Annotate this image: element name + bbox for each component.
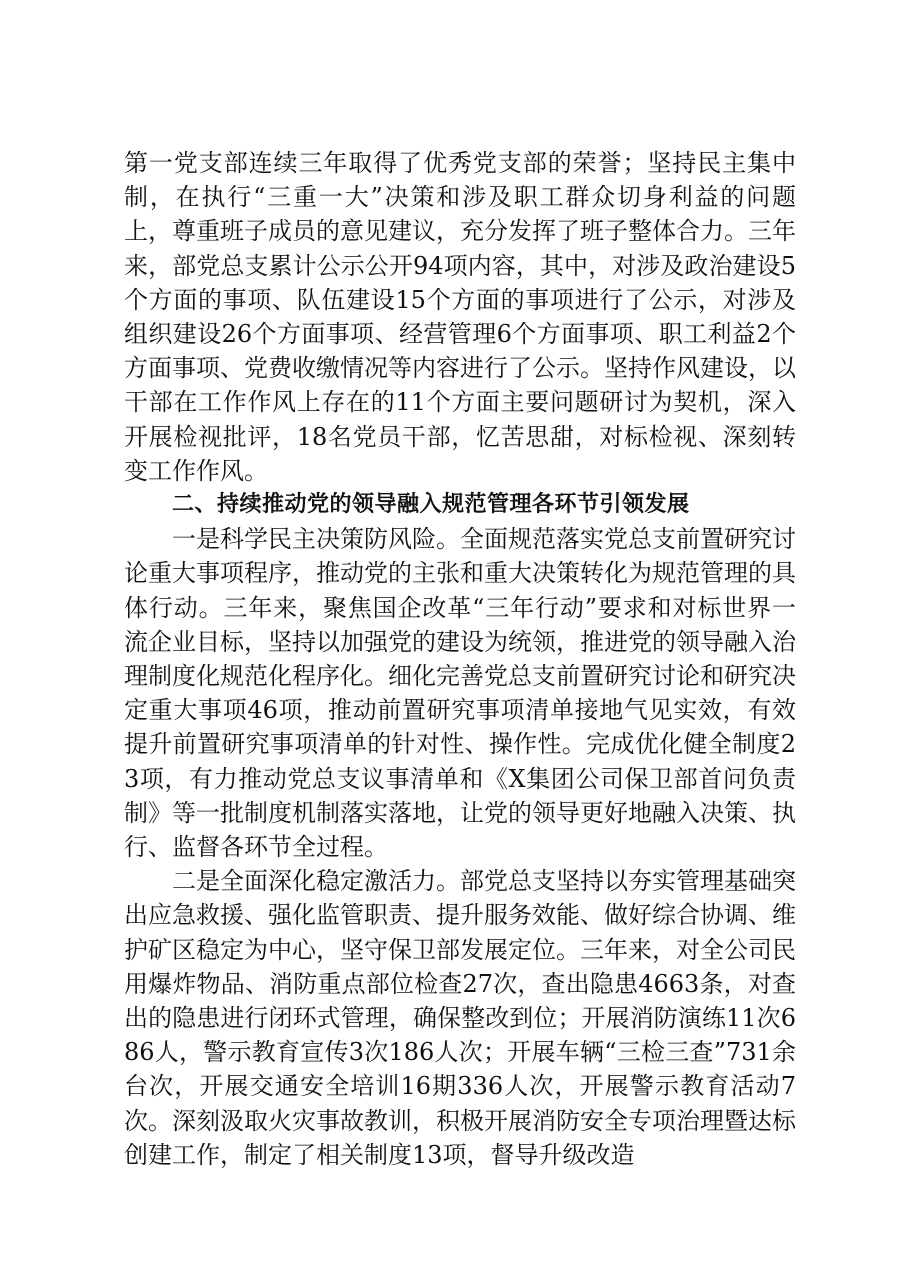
paragraph-stability: 二是全面深化稳定激活力。部党总支坚持以夯实管理基础突出应急救援、强化监管职责、提升服务效能、做好综合协调、维护矿区稳定为中心，坚守保卫部发展定位。三年来，对全公司民用爆炸物品、消防重点部位检查27次，查出隐患4663条，对查出的隐患进行闭环式管理，确保整改到位；开展消防演练11次686人，警示教育宣传3次186人次；开展车辆“三检三查”731余台次，开展交通安全培训16期336人次，开展警示教育活动7次。深刻汲取火灾事故教训，积极开展消防安全专项治理暨达标创建工作，制定了相关制度13项，督导升级改造 (124, 867, 796, 1169)
paragraph-continued: 第一党支部连续三年取得了优秀党支部的荣誉；坚持民主集中制，在执行“三重一大”决策和涉及职工群众切身利益的问题上，尊重班子成员的意见建议，充分发挥了班子整体合力。三年来，部党总支累计公示公开94项内容，其中，对涉及政治建设5个方面的事项、队伍建设15个方面的事项进行了公示，对涉及组织建设26个方面事项、经营管理6个方面事项、职工利益2个方面事项、党费收缴情况等内容进行了公示。坚持作风建设，以干部在工作作风上存在的11个方面主要问题研讨为契机，深入开展检视批评，18名党员干部，忆苦思甜，对标检视、深刻转变工作作风。 (124, 149, 796, 485)
section-heading: 二、持续推动党的领导融入规范管理各环节引领发展 (172, 492, 690, 518)
document-page (124, 146, 796, 1172)
paragraph-decision-making: 一是科学民主决策防风险。全面规范落实党总支前置研究讨论重大事项程序，推动党的主张和重大决策转化为规范管理的具体行动。三年来，聚焦国企改革“三年行动”要求和对标世界一流企业目标，坚持以加强党的建设为统领，推进党的领导融入治理制度化规范化程序化。细化完善党总支前置研究讨论和研究决定重大事项46项，推动前置研究事项清单接地气见实效，有效提升前置研究事项清单的针对性、操作性。完成优化健全制度23项，有力推动党总支议事清单和《X集团公司保卫部首问负责制》等一批制度机制落实落地，让党的领导更好地融入决策、执行、监督各环节全过程。 (124, 525, 796, 862)
